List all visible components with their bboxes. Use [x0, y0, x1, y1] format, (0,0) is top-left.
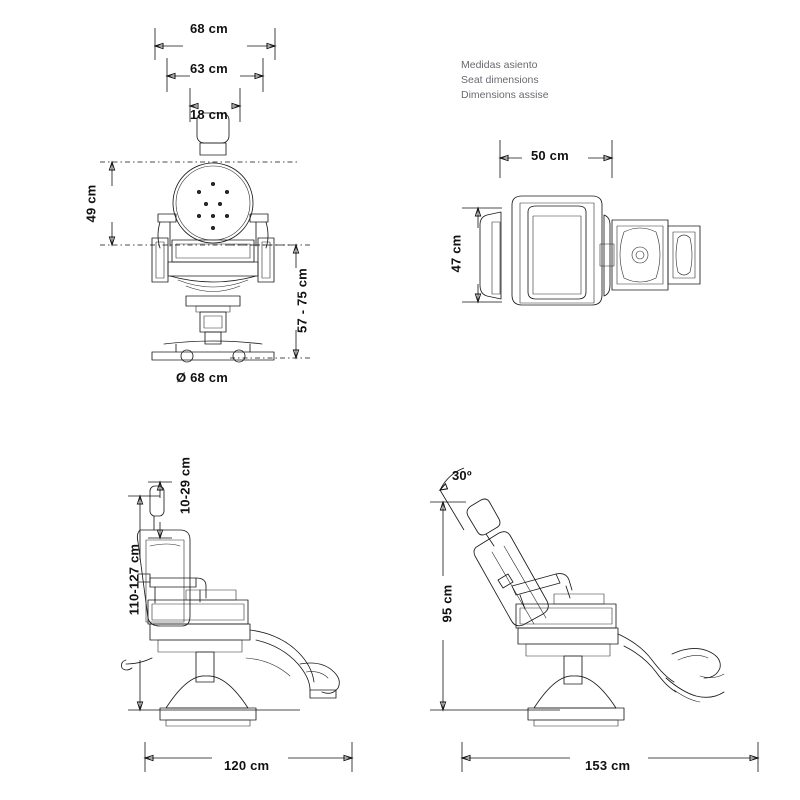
legend-line-fr: Dimensions assise	[461, 89, 549, 102]
dim-110-127-group	[128, 496, 300, 710]
dim-label-reclined-length: 153 cm	[585, 758, 631, 773]
dim-label-seat-height-range: 57 - 75 cm	[294, 268, 310, 333]
legend-line-en: Seat dimensions	[461, 74, 539, 87]
front-view-chair	[152, 113, 274, 362]
dim-label-overall-width: 68 cm	[190, 21, 228, 36]
dim-49-group	[100, 162, 300, 245]
top-view-chair	[480, 196, 700, 305]
side-view-upright-chair	[122, 486, 340, 726]
dim-10-29-group	[148, 482, 172, 538]
dim-label-total-depth: 120 cm	[224, 758, 270, 773]
dim-label-total-height-range: 110-127 cm	[126, 543, 142, 616]
dim-label-seat-width: 50 cm	[531, 148, 569, 163]
dim-label-base-diameter: Ø 68 cm	[176, 370, 228, 385]
dim-label-armrest-width: 63 cm	[190, 61, 228, 76]
dim-label-headrest-width: 18 cm	[190, 107, 228, 122]
dim-label-seat-depth: 47 cm	[448, 234, 464, 273]
dim-label-headrest-travel: 10-29 cm	[177, 456, 193, 515]
legend-block	[461, 58, 549, 104]
dim-label-seat-to-armrest: 49 cm	[83, 184, 99, 223]
side-view-reclined-chair	[467, 499, 724, 726]
dim-label-recline-angle: 30º	[452, 468, 472, 483]
dim-47-group	[462, 208, 502, 302]
legend-line-es: Medidas asiento	[461, 59, 538, 71]
dim-label-reclined-height: 95 cm	[439, 584, 455, 623]
